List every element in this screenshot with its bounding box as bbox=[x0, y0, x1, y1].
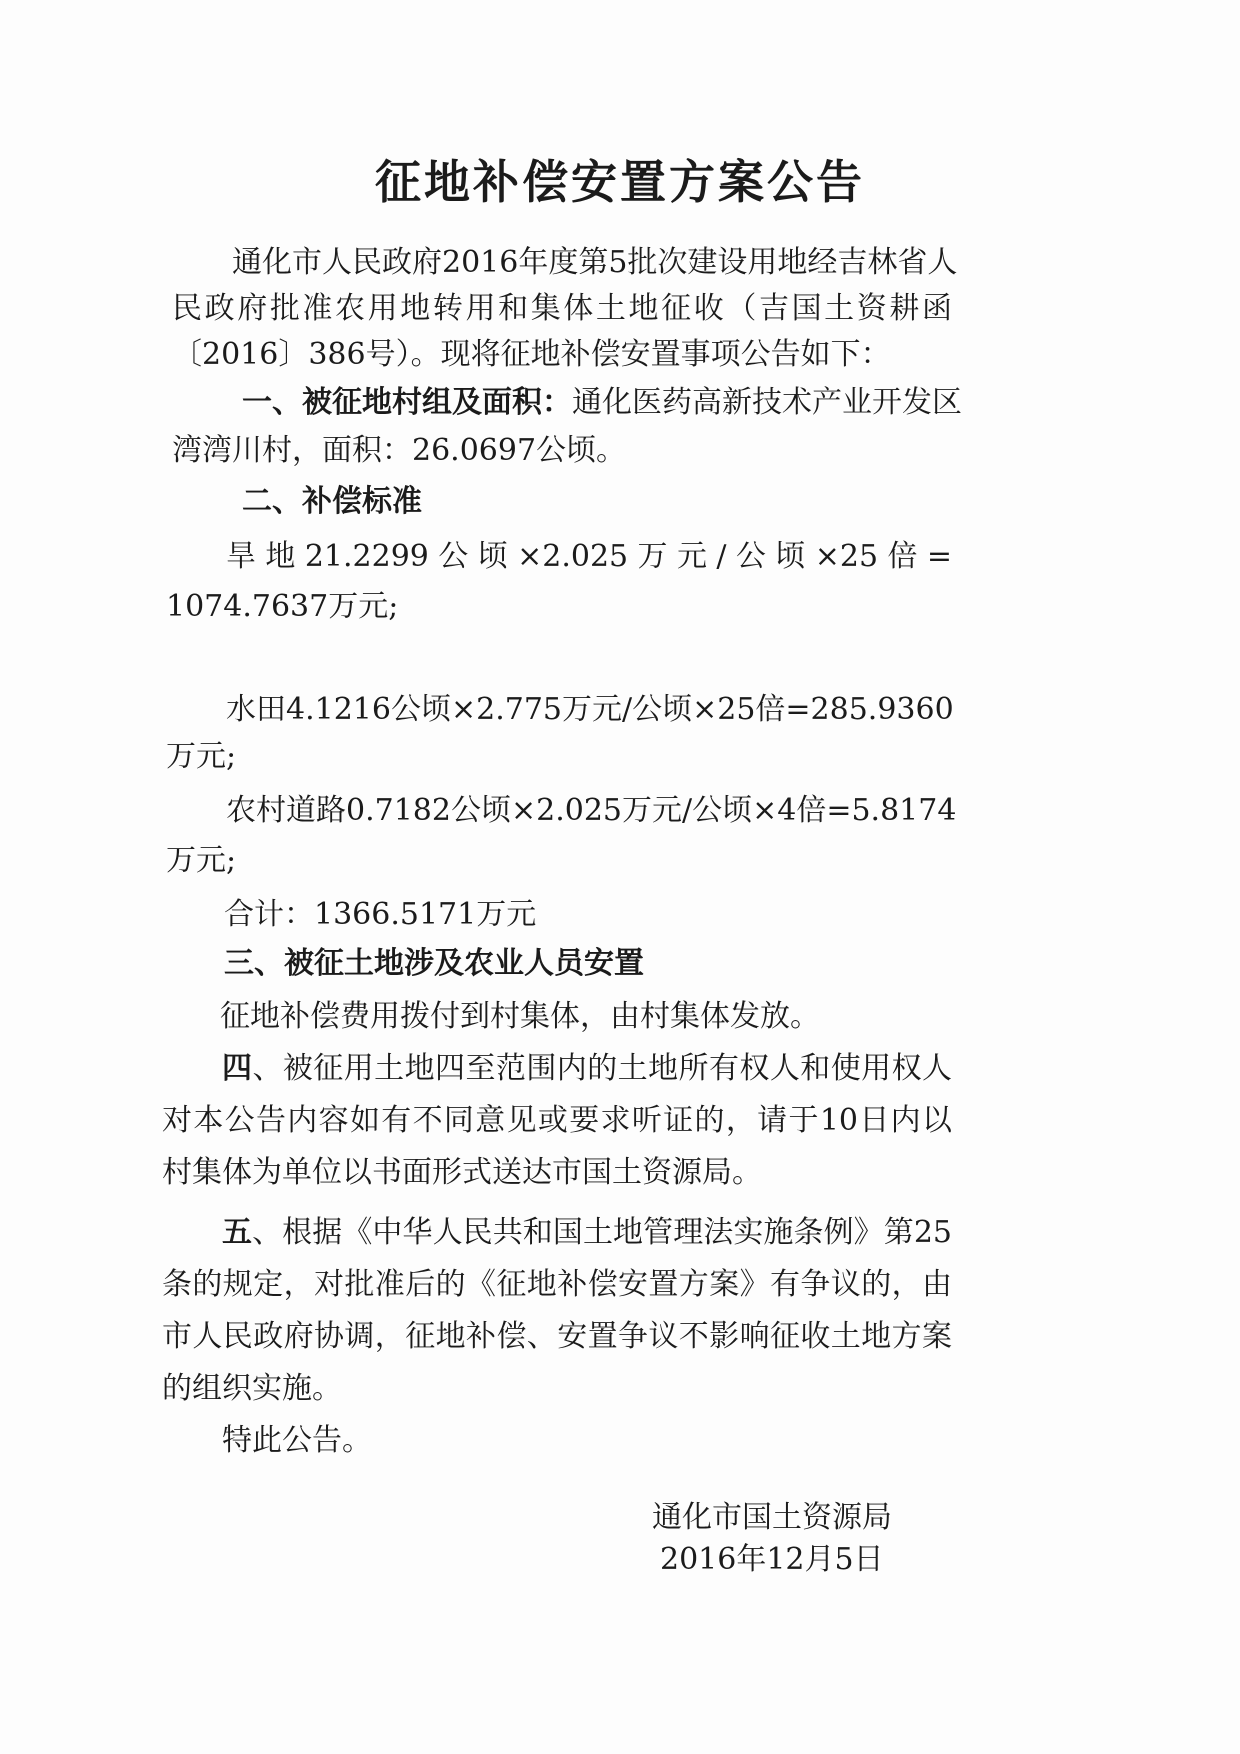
section-4-heading: 四 bbox=[222, 1051, 253, 1086]
section-1-text-1: 通化医药高新技术产业开发区 bbox=[572, 385, 962, 420]
section-4-line-1: 四、被征用土地四至范围内的土地所有权人和使用权人 bbox=[222, 1051, 953, 1086]
section-1-line-2: 湾湾川村，面积：26.0697公顷。 bbox=[172, 433, 627, 468]
road-line-1: 农村道路0.7182公顷×2.025万元/公顷×4倍=5.8174 bbox=[226, 793, 957, 828]
section-1-line-1 bbox=[242, 378, 962, 428]
section-2-heading: 二、补偿标准 bbox=[242, 484, 422, 519]
signature-organization: 通化市国土资源局 bbox=[652, 1500, 892, 1535]
section-5-line-3: 市人民政府协调，征地补偿、安置争议不影响征收土地方案 bbox=[162, 1319, 952, 1354]
section-5-line-4: 的组织实施。 bbox=[162, 1371, 342, 1406]
intro-line-1: 通化市人民政府2016年度第5批次建设用地经吉林省人 bbox=[232, 245, 958, 280]
compensation-total: 合计：1366.5171万元 bbox=[224, 897, 537, 932]
section-5-line-2: 条的规定，对批准后的《征地补偿安置方案》有争议的，由 bbox=[162, 1267, 952, 1302]
closing-text: 特此公告。 bbox=[222, 1423, 372, 1458]
section-5-line-1: 五、根据《中华人民共和国土地管理法实施条例》第25 bbox=[222, 1215, 953, 1250]
paddy-line-2: 万元; bbox=[166, 739, 237, 774]
signature-date: 2016年12月5日 bbox=[660, 1542, 884, 1577]
intro-line-3: 〔2016〕386号）。现将征地补偿安置事项公告如下： bbox=[172, 337, 891, 372]
section-3-heading: 三、被征土地涉及农业人员安置 bbox=[224, 946, 644, 981]
dry-land-line-1: 旱地21.2299公顷×2.025万元/公顷×25倍= bbox=[226, 539, 952, 574]
section-1-heading: 一、被征地村组及面积： bbox=[242, 385, 572, 420]
section-4-line-2: 对本公告内容如有不同意见或要求听证的，请于10日内以 bbox=[162, 1103, 952, 1138]
intro-line-2: 民政府批准农用地转用和集体土地征收（吉国土资耕函 bbox=[172, 291, 952, 326]
document-title: 征地补偿安置方案公告 bbox=[375, 155, 865, 209]
road-line-2: 万元; bbox=[166, 843, 237, 878]
section-4-line-3: 村集体为单位以书面形式送达市国土资源局。 bbox=[162, 1155, 762, 1190]
section-3-text: 征地补偿费用拨付到村集体，由村集体发放。 bbox=[220, 999, 820, 1034]
section-5-heading: 五 bbox=[222, 1215, 253, 1250]
dry-land-line-2: 1074.7637万元; bbox=[166, 589, 399, 624]
paddy-line-1: 水田4.1216公顷×2.775万元/公顷×25倍=285.9360 bbox=[226, 692, 954, 727]
